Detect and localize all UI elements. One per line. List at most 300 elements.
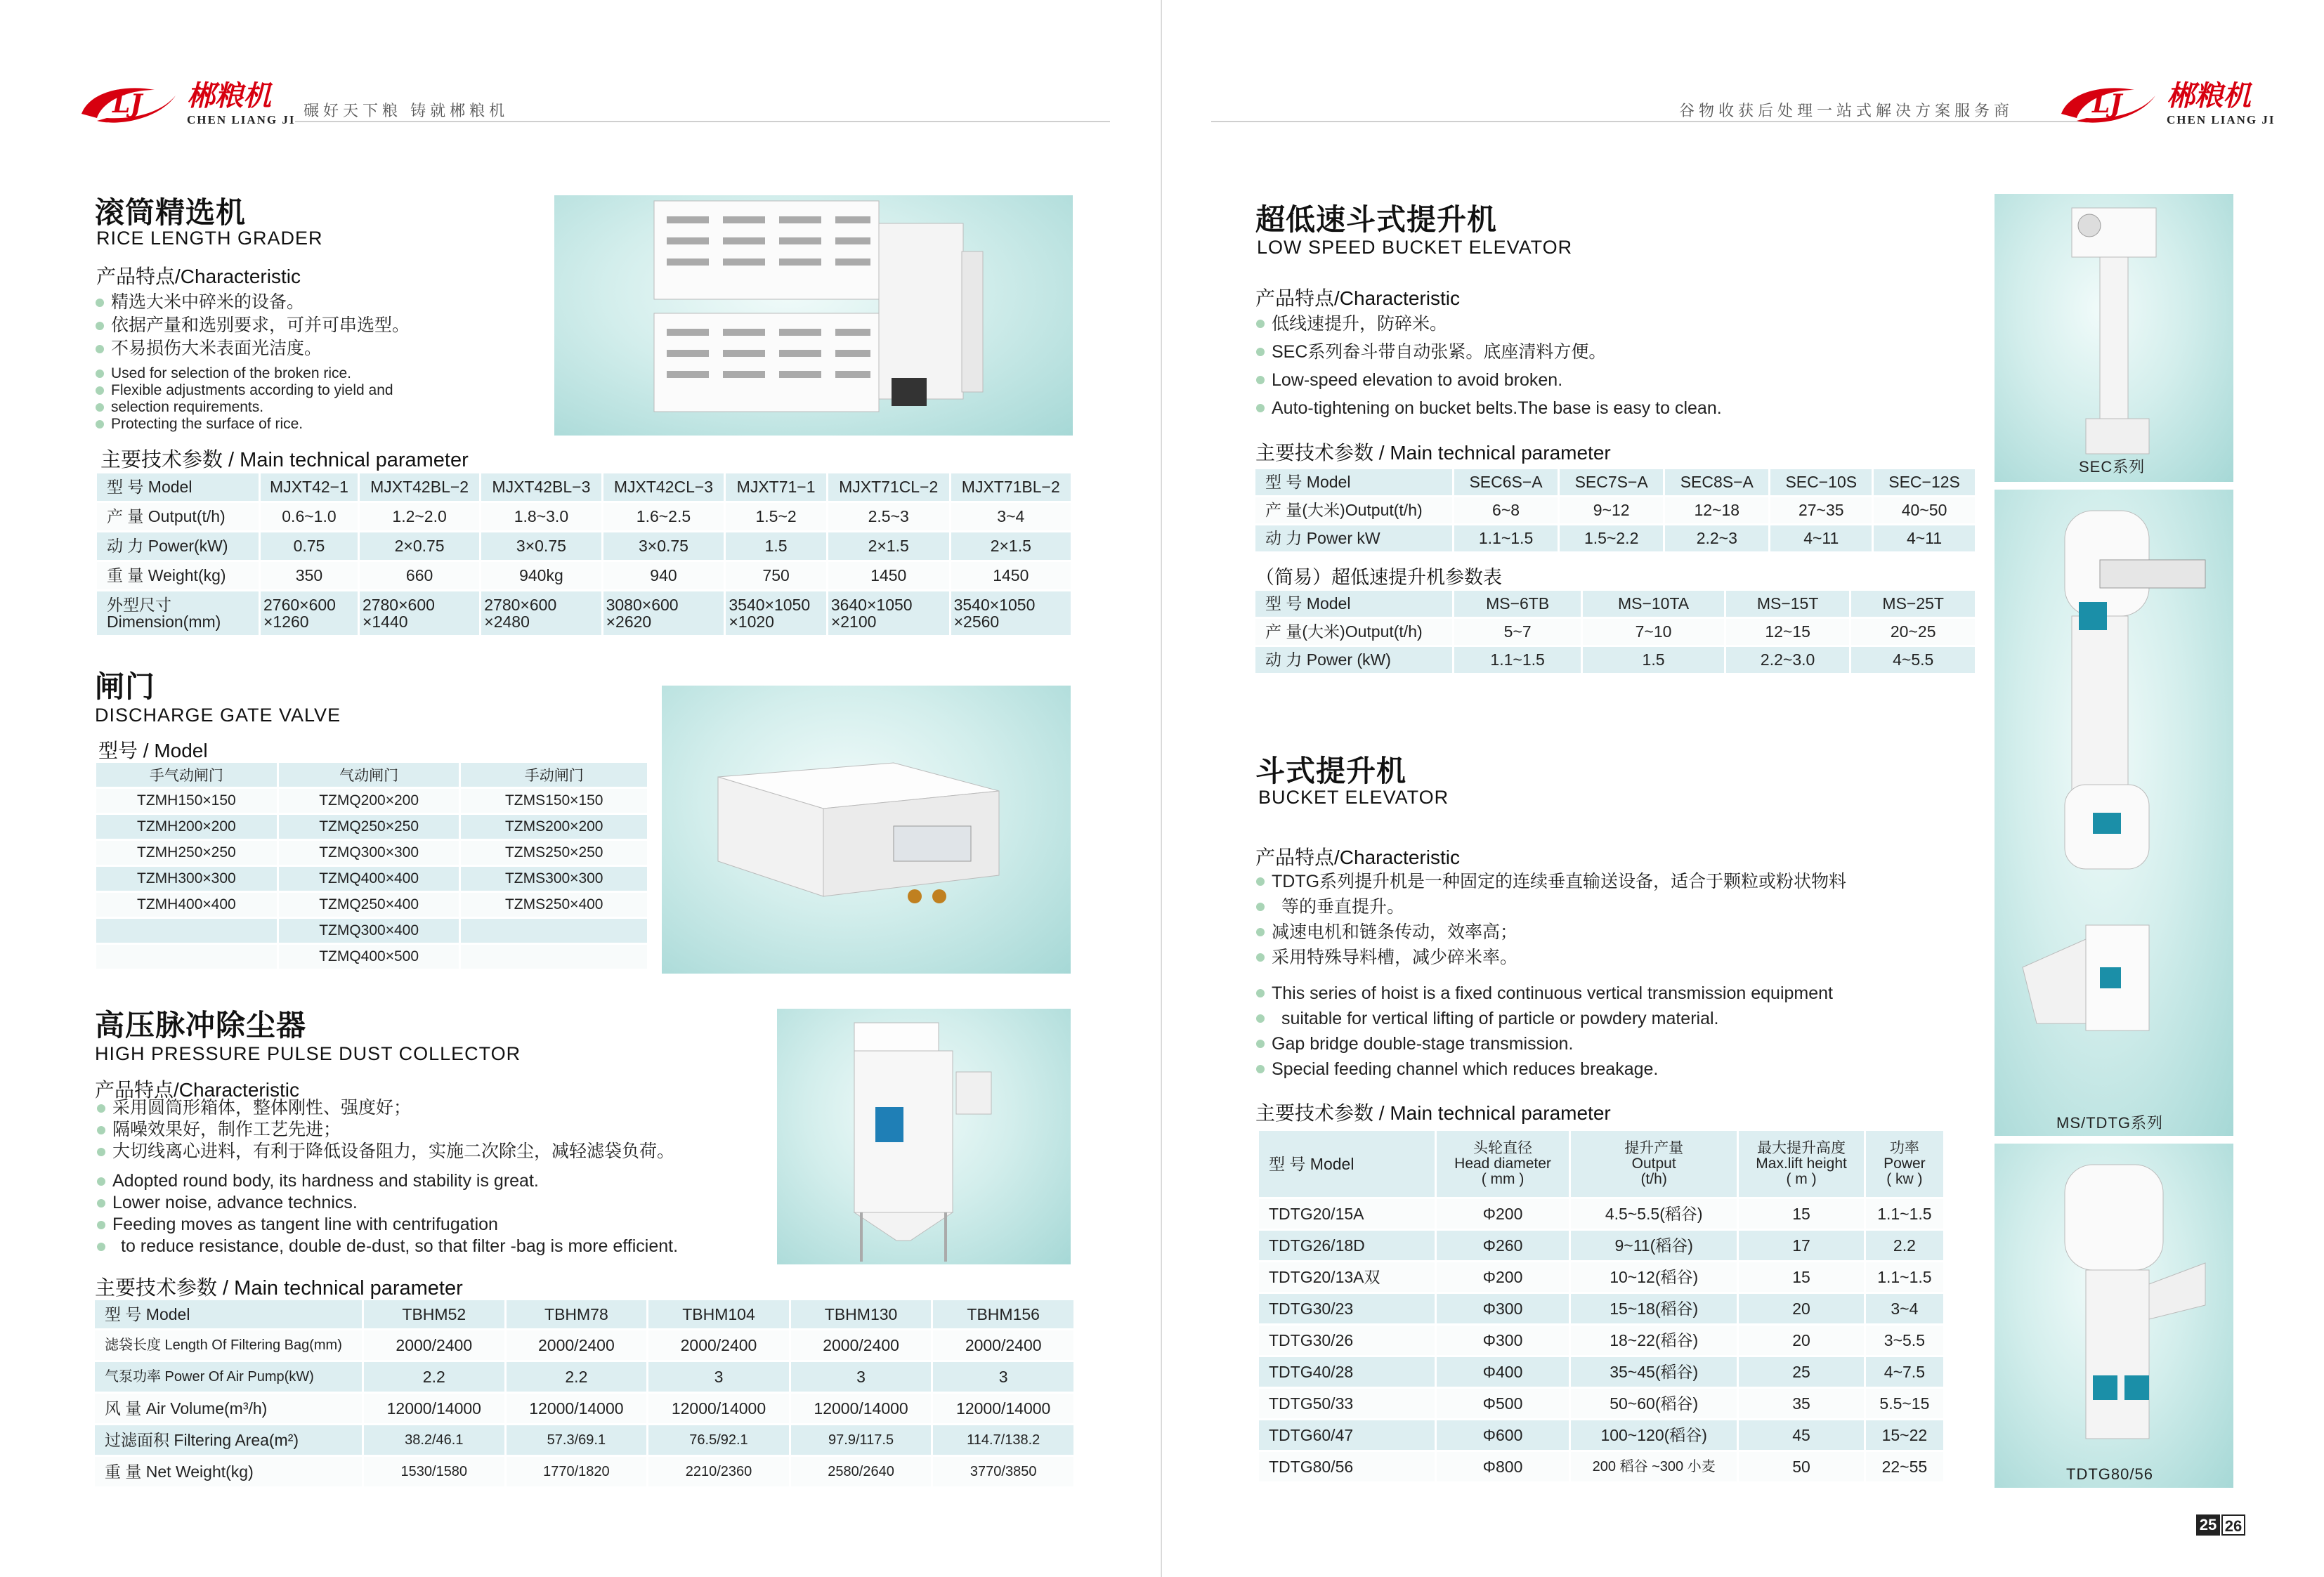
- dim-value: 2780×600: [362, 595, 435, 614]
- table-cell: SEC−12S: [1874, 469, 1975, 495]
- table-cell: 12000/14000: [648, 1394, 789, 1423]
- table-row: [95, 1457, 1073, 1486]
- table-cell: 动 力 Power (kW): [1255, 647, 1452, 673]
- bullet-item: 不易损伤大米表面光洁度。: [93, 337, 410, 360]
- brand-name-cn: 郴粮机: [187, 79, 271, 112]
- bullet-item: 依据产量和选别要求，可并可串选型。: [93, 314, 410, 337]
- table-cell: 1.1~1.5: [1454, 525, 1558, 551]
- low-speed-title-en: LOW SPEED BUCKET ELEVATOR: [1257, 237, 1573, 258]
- table-row: [97, 503, 1071, 530]
- table-cell: TDTG30/26: [1259, 1326, 1435, 1355]
- table-cell: SEC6S−A: [1454, 469, 1558, 495]
- table-cell: TZMQ300×300: [279, 841, 459, 865]
- table-header-row: [1259, 1131, 1943, 1197]
- table-cell: 产 量(大米)Output(t/h): [1255, 497, 1452, 523]
- table-cell: 型 号 Model: [1255, 469, 1452, 495]
- tdtg80-elevator-icon: [1995, 1144, 2233, 1460]
- dim-value: ×2480: [484, 613, 530, 631]
- table-cell: 12000/14000: [364, 1394, 504, 1423]
- table-cell: MS−10TA: [1583, 591, 1724, 617]
- table-cell: TZMQ400×500: [279, 945, 459, 969]
- table-header-row: [95, 1300, 1073, 1328]
- table-cell: MJXT71−1: [726, 473, 825, 501]
- table-cell: 2580/2640: [791, 1457, 932, 1486]
- header-line: (t/h): [1640, 1171, 1667, 1188]
- table-cell: 76.5/92.1: [648, 1425, 789, 1455]
- table-cell: 4.5~5.5(稻谷): [1571, 1199, 1737, 1229]
- table-cell: TDTG20/13A双: [1259, 1262, 1435, 1292]
- table-row: [1259, 1294, 1943, 1323]
- table-header-row: [97, 473, 1071, 501]
- brand-swoosh-icon: [2056, 77, 2161, 132]
- table-cell: 3: [791, 1362, 932, 1392]
- bullet-item: Feeding moves as tangent line with centrifugation: [94, 1214, 678, 1236]
- table-cell: 型 号 Model: [1255, 591, 1452, 617]
- table-cell: MJXT71CL−2: [828, 473, 949, 501]
- low-speed-spec-table: [1253, 467, 1977, 554]
- header-divider: [1211, 121, 2082, 122]
- brand-name-cn: 郴粮机: [2167, 79, 2251, 112]
- simple-elevator-spec-table: [1253, 589, 1977, 675]
- table-cell: SEC8S−A: [1665, 469, 1768, 495]
- table-cell: 114.7/138.2: [933, 1425, 1073, 1455]
- bullet-item: Protecting the surface of rice.: [93, 416, 393, 433]
- ms-tdtg-series-label: MS/TDTG系列: [2056, 1114, 2163, 1132]
- dim-value: 3540×1050: [953, 595, 1036, 614]
- table-row: [1259, 1326, 1943, 1355]
- table-cell: 35: [1739, 1389, 1864, 1418]
- table-cell: TBHM52: [364, 1300, 504, 1328]
- table-row: [1259, 1357, 1943, 1387]
- table-header-row: [1255, 591, 1975, 617]
- low-speed-title-cn: 超低速斗式提升机: [1255, 203, 1498, 236]
- bullet-item: 低线速提升，防碎米。: [1253, 310, 1722, 338]
- table-cell: 1.8~3.0: [481, 503, 601, 530]
- table-row: [96, 867, 647, 891]
- bullet-item: 精选大米中碎米的设备。: [93, 291, 410, 314]
- table-cell: TZMQ300×400: [279, 919, 459, 943]
- grader-machine-icon: [554, 195, 1073, 436]
- bullet-continuation: suitable for vertical lifting of particle or powdery material.: [1253, 1006, 1833, 1031]
- table-cell: 17: [1739, 1231, 1864, 1260]
- table-cell: 3×0.75: [603, 532, 724, 560]
- table-cell: MS−6TB: [1454, 591, 1581, 617]
- table-cell: 1.1~1.5: [1454, 647, 1581, 673]
- bullet-item: Lower noise, advance technics.: [94, 1192, 678, 1214]
- header-line: Power: [1884, 1155, 1926, 1172]
- table-cell: 1.1~1.5: [1866, 1262, 1943, 1292]
- table-cell: 3~5.5: [1866, 1326, 1943, 1355]
- table-cell: TDTG26/18D: [1259, 1231, 1435, 1260]
- table-cell: 重 量 Weight(kg): [97, 562, 259, 589]
- table-cell: [828, 591, 949, 635]
- table-header-row: [96, 763, 647, 787]
- table-cell: [1437, 1131, 1569, 1197]
- grader-bullets-cn: [93, 291, 410, 360]
- page-number-right: 26: [2221, 1514, 2245, 1536]
- table-cell: 750: [726, 562, 825, 589]
- bullet-item: Auto-tightening on bucket belts.The base is easy to clean.: [1253, 394, 1722, 422]
- bullet-continuation: to reduce resistance, double de-dust, so that filter -bag is more efficient.: [94, 1236, 678, 1257]
- header-line: 最大提升高度: [1757, 1139, 1846, 1156]
- table-cell: [603, 591, 724, 635]
- table-cell: Φ300: [1437, 1326, 1569, 1355]
- dim-value: ×2560: [953, 613, 1000, 631]
- table-cell: 4~11: [1874, 525, 1975, 551]
- table-cell: 38.2/46.1: [364, 1425, 504, 1455]
- bullet-item: TDTG系列提升机是一种固定的连续垂直输送设备，适合于颗粒或粉状物料: [1253, 869, 1846, 894]
- table-cell: 产 量 Output(t/h): [97, 503, 259, 530]
- gate-model-table: [94, 761, 649, 971]
- table-cell: 型 号 Model: [97, 473, 259, 501]
- table-cell: 15: [1739, 1262, 1864, 1292]
- table-cell: SEC−10S: [1770, 469, 1872, 495]
- dust-title-cn: 高压脉冲除尘器: [95, 1009, 307, 1042]
- table-cell: 手气动闸门: [96, 763, 277, 787]
- table-cell: 气动闸门: [279, 763, 459, 787]
- table-cell: 2000/2400: [507, 1330, 647, 1360]
- table-row: [95, 1425, 1073, 1455]
- table-cell: TZMH250×250: [96, 841, 277, 865]
- table-cell: 18~22(稻谷): [1571, 1326, 1737, 1355]
- table-cell: Φ500: [1437, 1389, 1569, 1418]
- table-cell: 气泵功率 Power Of Air Pump(kW): [95, 1362, 362, 1392]
- simple-elevator-title: （简易）超低速提升机参数表: [1255, 567, 1502, 588]
- table-cell: TZMQ250×250: [279, 815, 459, 839]
- dim-value: 3080×600: [606, 595, 679, 614]
- dim-value: ×2620: [606, 613, 652, 631]
- bullet-item: 减速电机和链条传动，效率高；: [1253, 920, 1846, 945]
- table-cell: 3: [933, 1362, 1073, 1392]
- table-cell: 滤袋长度 Length Of Filtering Bag(mm): [95, 1330, 362, 1360]
- bullet-item: Adopted round body, its hardness and stability is great.: [94, 1170, 678, 1192]
- table-cell: 10~12(稻谷): [1571, 1262, 1737, 1292]
- table-cell: 1.5~2.2: [1560, 525, 1663, 551]
- table-row: [97, 562, 1071, 589]
- table-row: [97, 591, 1071, 635]
- table-cell: 12~18: [1665, 497, 1768, 523]
- table-cell: 2.2~3: [1665, 525, 1768, 551]
- table-cell: 产 量(大米)Output(t/h): [1255, 619, 1452, 645]
- table-cell: Φ300: [1437, 1294, 1569, 1323]
- table-cell: TZMS150×150: [461, 789, 647, 813]
- table-cell: 6~8: [1454, 497, 1558, 523]
- table-cell: 4~5.5: [1851, 647, 1975, 673]
- table-cell: 2000/2400: [791, 1330, 932, 1360]
- table-cell: [360, 591, 479, 635]
- table-cell: TDTG80/56: [1259, 1452, 1435, 1481]
- table-cell: TBHM156: [933, 1300, 1073, 1328]
- table-cell: 动 力 Power(kW): [97, 532, 259, 560]
- table-cell: 1.2~2.0: [360, 503, 479, 530]
- dim-value: 2760×600: [263, 595, 336, 614]
- table-cell: 50~60(稻谷): [1571, 1389, 1737, 1418]
- table-cell: 45: [1739, 1420, 1864, 1450]
- bullet-item: Gap bridge double-stage transmission.: [1253, 1031, 1833, 1056]
- ms-tdtg-elevator-icon: [1995, 490, 2233, 1108]
- grader-bullets-en: [93, 365, 393, 433]
- brand-logo: [2056, 77, 2275, 132]
- header-divider: [295, 121, 1110, 122]
- grader-param-title: 主要技术参数 / Main technical parameter: [100, 449, 469, 471]
- gate-title-cn: 闸门: [95, 670, 156, 703]
- dust-collector-photo: [777, 1009, 1071, 1264]
- table-cell: MS−25T: [1851, 591, 1975, 617]
- table-cell: 0.6~1.0: [261, 503, 358, 530]
- table-row: [1259, 1420, 1943, 1450]
- table-cell: [461, 945, 647, 969]
- table-cell: Φ200: [1437, 1199, 1569, 1229]
- table-cell: 型 号 Model: [95, 1300, 362, 1328]
- table-cell: [1866, 1131, 1943, 1197]
- table-row: [1259, 1452, 1943, 1481]
- dust-param-title: 主要技术参数 / Main technical parameter: [95, 1277, 463, 1300]
- bullet-item: 采用圆筒形箱体，整体刚性、强度好；: [94, 1097, 674, 1119]
- dim-value: 3540×1050: [729, 595, 811, 614]
- table-cell: TZMQ400×400: [279, 867, 459, 891]
- table-cell: 3770/3850: [933, 1457, 1073, 1486]
- table-cell: 1.5: [1583, 647, 1724, 673]
- header-line: Max.lift height: [1756, 1155, 1847, 1172]
- table-row: [96, 815, 647, 839]
- table-row: [1255, 497, 1975, 523]
- low-speed-characteristic-title: 产品特点/Characteristic: [1255, 287, 1460, 309]
- table-cell: TZMH300×300: [96, 867, 277, 891]
- grader-title-cn: 滚筒精选机: [95, 196, 247, 229]
- table-row: [1255, 619, 1975, 645]
- table-cell: 1770/1820: [507, 1457, 647, 1486]
- table-cell: 型 号 Model: [1259, 1131, 1435, 1197]
- table-cell: Φ200: [1437, 1262, 1569, 1292]
- grader-spec-table: [95, 471, 1073, 637]
- table-cell: [96, 945, 277, 969]
- table-cell: [951, 591, 1071, 635]
- table-cell: 20: [1739, 1326, 1864, 1355]
- bullet-continuation: selection requirements.: [93, 399, 393, 416]
- svg-text:LJ: LJ: [2092, 89, 2122, 119]
- table-cell: 2×1.5: [951, 532, 1071, 560]
- table-cell: 100~120(稻谷): [1571, 1420, 1737, 1450]
- table-cell: 3~4: [1866, 1294, 1943, 1323]
- sec-elevator-icon: [1995, 194, 2233, 482]
- table-cell: 57.3/69.1: [507, 1425, 647, 1455]
- dim-value: ×1440: [362, 613, 408, 631]
- gate-valve-photo: [662, 686, 1071, 974]
- table-cell: 660: [360, 562, 479, 589]
- table-row: [96, 841, 647, 865]
- table-cell: TZMH200×200: [96, 815, 277, 839]
- table-cell: 动 力 Power kW: [1255, 525, 1452, 551]
- bullet-item: This series of hoist is a fixed continuous vertical transmission equipment: [1253, 981, 1833, 1006]
- header-slogan: 谷物收获后处理一站式解决方案服务商: [1679, 102, 2014, 119]
- table-cell: TDTG40/28: [1259, 1357, 1435, 1387]
- table-cell: 风 量 Air Volume(m³/h): [95, 1394, 362, 1423]
- table-cell: 2210/2360: [648, 1457, 789, 1486]
- table-row: [1255, 525, 1975, 551]
- table-cell: MJXT42BL−3: [481, 473, 601, 501]
- table-cell: 3×0.75: [481, 532, 601, 560]
- table-cell: TBHM78: [507, 1300, 647, 1328]
- table-cell: [726, 591, 825, 635]
- dim-label-en: Dimension(mm): [107, 613, 221, 631]
- table-row: [1255, 647, 1975, 673]
- ms-tdtg-elevator-photo: [1995, 490, 2233, 1136]
- dust-bullets-en: [94, 1170, 678, 1257]
- table-cell: 22~55: [1866, 1452, 1943, 1481]
- table-cell: 1.5: [726, 532, 825, 560]
- table-cell: 4~7.5: [1866, 1357, 1943, 1387]
- table-cell: 5.5~15: [1866, 1389, 1943, 1418]
- bucket-bullets-cn: [1253, 869, 1846, 970]
- table-cell: 15: [1739, 1199, 1864, 1229]
- table-cell: 重 量 Net Weight(kg): [95, 1457, 362, 1486]
- table-cell: 12~15: [1726, 619, 1850, 645]
- bullet-item: 隔噪效果好，制作工艺先进；: [94, 1119, 674, 1141]
- table-cell: 20~25: [1851, 619, 1975, 645]
- table-cell: 20: [1739, 1294, 1864, 1323]
- table-cell: Φ800: [1437, 1452, 1569, 1481]
- table-row: [96, 893, 647, 917]
- table-cell: Φ400: [1437, 1357, 1569, 1387]
- dim-value: ×2100: [830, 613, 877, 631]
- table-cell: 2000/2400: [648, 1330, 789, 1360]
- bullet-item: Flexible adjustments according to yield and: [93, 382, 393, 399]
- header-line: Output: [1631, 1155, 1676, 1172]
- table-cell: Φ260: [1437, 1231, 1569, 1260]
- table-cell: 2.2~3.0: [1726, 647, 1850, 673]
- dust-bullets-cn: [94, 1097, 674, 1163]
- table-cell: MS−15T: [1726, 591, 1850, 617]
- table-cell: 1450: [951, 562, 1071, 589]
- table-cell: 2.5~3: [828, 503, 949, 530]
- table-cell: TZMS250×400: [461, 893, 647, 917]
- table-cell: 12000/14000: [507, 1394, 647, 1423]
- bullet-item: 大切线离心进料，有利于降低设备阻力，实施二次除尘，减轻滤袋负荷。: [94, 1141, 674, 1163]
- table-cell: MJXT42−1: [261, 473, 358, 501]
- table-cell: TZMQ250×400: [279, 893, 459, 917]
- table-cell: 940: [603, 562, 724, 589]
- rice-length-grader-photo: [554, 195, 1073, 436]
- bullet-item: SEC系列畚斗带自动张紧。底座清料方便。: [1253, 338, 1722, 366]
- bullet-item: Special feeding channel which reduces breakage.: [1253, 1056, 1833, 1082]
- table-row: [95, 1362, 1073, 1392]
- table-cell: TZMS250×250: [461, 841, 647, 865]
- table-row: [96, 919, 647, 943]
- bucket-title-cn: 斗式提升机: [1255, 754, 1407, 787]
- header-line: Head diameter: [1454, 1155, 1551, 1172]
- table-cell: Φ600: [1437, 1420, 1569, 1450]
- table-cell: [96, 919, 277, 943]
- table-cell: TZMH150×150: [96, 789, 277, 813]
- table-row: [96, 945, 647, 969]
- table-row: [95, 1330, 1073, 1360]
- table-cell: 12000/14000: [933, 1394, 1073, 1423]
- table-cell: 940kg: [481, 562, 601, 589]
- table-cell: 50: [1739, 1452, 1864, 1481]
- table-cell: 过滤面积 Filtering Area(m²): [95, 1425, 362, 1455]
- table-cell: [261, 591, 358, 635]
- grader-title-en: RICE LENGTH GRADER: [96, 228, 323, 249]
- table-cell: TZMS200×200: [461, 815, 647, 839]
- table-cell: 1.6~2.5: [603, 503, 724, 530]
- table-cell: 200 稻谷 ~300 小麦: [1571, 1452, 1737, 1481]
- dust-characteristic-title: 产品特点/Characteristic: [95, 1079, 299, 1101]
- table-cell: TDTG50/33: [1259, 1389, 1435, 1418]
- table-cell: TDTG30/23: [1259, 1294, 1435, 1323]
- table-cell: 15~18(稻谷): [1571, 1294, 1737, 1323]
- brand-swoosh-icon: [76, 77, 181, 132]
- header-line: 提升产量: [1624, 1139, 1684, 1156]
- gate-model-title: 型号 / Model: [98, 740, 208, 761]
- bucket-bullets-en: [1253, 981, 1833, 1082]
- brand-logo: [76, 77, 295, 132]
- table-cell: 1.5~2: [726, 503, 825, 530]
- header-line: ( kw ): [1886, 1171, 1923, 1188]
- grader-characteristic-title: 产品特点/Characteristic: [96, 266, 301, 287]
- table-header-row: [1255, 469, 1975, 495]
- table-row: [1259, 1262, 1943, 1292]
- table-row: [96, 789, 647, 813]
- gate-valve-icon: [662, 686, 1071, 974]
- bullet-item: Used for selection of the broken rice.: [93, 365, 393, 382]
- table-cell: 2×0.75: [360, 532, 479, 560]
- table-cell: 1450: [828, 562, 949, 589]
- header-line: ( m ): [1786, 1171, 1817, 1188]
- gate-title-en: DISCHARGE GATE VALVE: [95, 705, 341, 726]
- sec-series-label: SEC系列: [2079, 458, 2146, 476]
- dust-collector-icon: [777, 1009, 1071, 1264]
- table-row: [1259, 1231, 1943, 1260]
- table-row: [1259, 1389, 1943, 1418]
- table-cell: [1571, 1131, 1737, 1197]
- table-cell: 7~10: [1583, 619, 1724, 645]
- table-cell: 2000/2400: [364, 1330, 504, 1360]
- table-row: [95, 1394, 1073, 1423]
- bucket-param-title: 主要技术参数 / Main technical parameter: [1255, 1102, 1611, 1124]
- bucket-characteristic-title: 产品特点/Characteristic: [1255, 846, 1460, 868]
- table-cell: 9~11(稻谷): [1571, 1231, 1737, 1260]
- header-line: ( mm ): [1481, 1171, 1525, 1188]
- dim-label-cn: 外型尺寸: [107, 595, 171, 614]
- table-cell: [481, 591, 601, 635]
- header-line: 头轮直径: [1473, 1139, 1533, 1156]
- table-row: [97, 532, 1071, 560]
- tdtg80-elevator-photo: [1995, 1144, 2233, 1488]
- bucket-title-en: BUCKET ELEVATOR: [1258, 787, 1449, 808]
- table-cell: 9~12: [1560, 497, 1663, 523]
- bullet-continuation: 等的垂直提升。: [1253, 894, 1846, 920]
- table-cell: 2.2: [1866, 1231, 1943, 1260]
- table-cell: 1530/1580: [364, 1457, 504, 1486]
- page-number-left: 25: [2196, 1514, 2220, 1536]
- table-cell: 12000/14000: [791, 1394, 932, 1423]
- table-cell: TBHM104: [648, 1300, 789, 1328]
- table-cell: 97.9/117.5: [791, 1425, 932, 1455]
- table-cell: SEC7S−A: [1560, 469, 1663, 495]
- table-cell: 0.75: [261, 532, 358, 560]
- table-cell: 2000/2400: [933, 1330, 1073, 1360]
- low-speed-bullets: [1253, 310, 1722, 422]
- table-cell: 2.2: [364, 1362, 504, 1392]
- dim-value: 2780×600: [484, 595, 557, 614]
- dust-spec-table: [93, 1298, 1076, 1488]
- table-row: [1259, 1199, 1943, 1229]
- table-cell: 手动闸门: [461, 763, 647, 787]
- header-line: 功率: [1889, 1139, 1919, 1156]
- dust-title-en: HIGH PRESSURE PULSE DUST COLLECTOR: [95, 1043, 521, 1064]
- table-cell: MJXT71BL−2: [951, 473, 1071, 501]
- table-cell: 3: [648, 1362, 789, 1392]
